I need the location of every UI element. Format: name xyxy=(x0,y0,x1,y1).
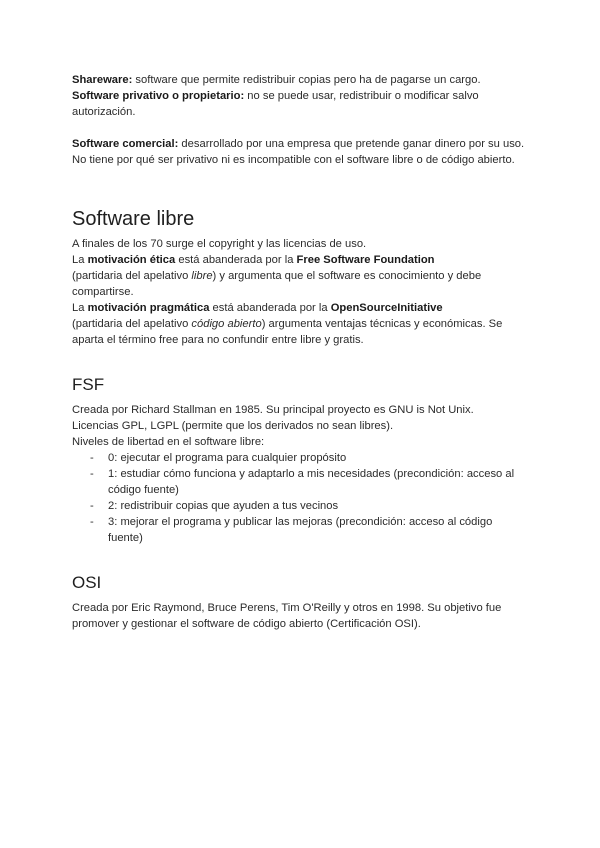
prag-org: OpenSourceInitiative xyxy=(330,302,443,314)
list-item: - 3: mejorar el programa y publicar las mejoras (precondición: acceso al código fuente) xyxy=(90,516,493,544)
shareware-paragraph xyxy=(72,72,528,88)
heading-fsf: FSF xyxy=(72,375,105,394)
list-item: - 1: estudiar cómo funciona y adaptarlo a mis necesidades (precondición: acceso al código fuente) xyxy=(90,468,515,496)
privativo-term: Software privativo o propietario: xyxy=(72,90,245,102)
list-item: - 0: ejecutar el programa para cualquier propósito xyxy=(90,452,347,464)
comercial-term: Software comercial: xyxy=(72,138,179,150)
fsf-line-1: Creada por Richard Stallman en 1985. Su principal proyecto es GNU is Not Unix. xyxy=(72,404,474,416)
libre-etica-paragraph: La motivación ética está abanderada por la Free Software Foundation (partidaria del apelativo libre) y argumenta que el software es conocimiento y debe compartirse. xyxy=(72,254,482,298)
fsf-line-3: Niveles de libertad en el software libre: xyxy=(72,436,265,448)
heading-software-libre: Software libre xyxy=(72,208,195,230)
freedom-levels-list xyxy=(72,450,528,546)
osi-paragraph: Creada por Eric Raymond, Bruce Perens, Tim O'Reilly y otros en 1998. Su objetivo fue promover y gestionar el software de código abierto (Certificación OSI). xyxy=(72,602,502,630)
fsf-line-2: Licencias GPL, LGPL (permite que los derivados no sean libres). xyxy=(72,420,394,432)
heading-osi: OSI xyxy=(72,573,102,592)
privativo-paragraph xyxy=(72,88,528,120)
comercial-text: desarrollado por una empresa que pretende ganar dinero por su uso. No tiene por qué ser privativo ni es incompatible con el software libre o de código abierto. xyxy=(72,138,525,166)
list-item: - 2: redistribuir copias que ayuden a tus vecinos xyxy=(90,500,339,512)
comercial-paragraph xyxy=(72,136,528,168)
etica-org: Free Software Foundation xyxy=(296,254,435,266)
shareware-term: Shareware: xyxy=(72,74,133,86)
libre-line-copyright: A finales de los 70 surge el copyright y las licencias de uso. xyxy=(72,238,367,250)
libre-pragmatica-paragraph: La motivación pragmática está abanderada por la OpenSourceInitiative (partidaria del apelativo código abierto) argumenta ventajas técnicas y económicas. Se aparta el término free para no confundir entre libre y gratis. xyxy=(72,302,503,346)
privativo-text: no se puede usar, redistribuir o modificar salvo autorización. xyxy=(72,90,479,118)
prag-em: código abierto xyxy=(191,318,262,330)
prag-term: motivación pragmática xyxy=(87,302,210,314)
shareware-text: software que permite redistribuir copias pero ha de pagarse un cargo. xyxy=(132,74,481,86)
etica-em: libre xyxy=(191,270,213,282)
etica-term: motivación ética xyxy=(87,254,176,266)
